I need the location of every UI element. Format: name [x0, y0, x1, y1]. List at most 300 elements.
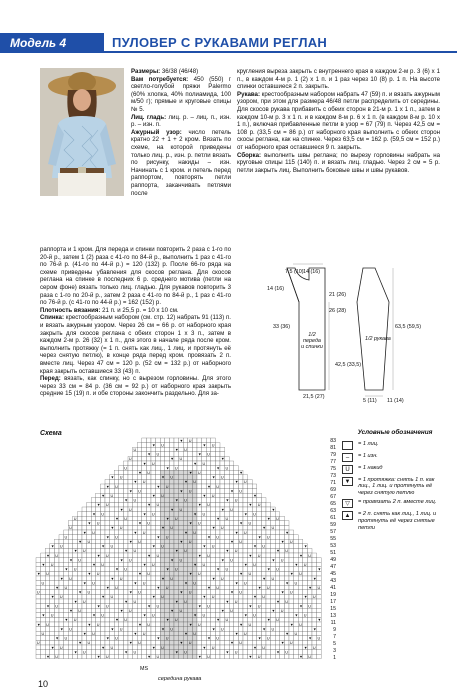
chart-cell: [289, 613, 294, 618]
chart-cell: [188, 544, 193, 549]
chart-cell: [261, 567, 266, 572]
chart-cell: [211, 617, 216, 622]
chart-cell: [202, 521, 207, 526]
chart-cell: [183, 484, 188, 489]
chart-cell: [257, 539, 262, 544]
chart-cell: [298, 640, 303, 645]
chart-cell: [275, 581, 280, 586]
chart-cell: [271, 640, 276, 645]
chart-symbol: U: [197, 521, 201, 526]
chart-cell: [192, 627, 197, 632]
chart-cell: [266, 604, 271, 609]
chart-cell: [298, 567, 303, 572]
chart-cell: [261, 613, 266, 618]
chart-cell: [261, 571, 266, 576]
chart-cell: [243, 571, 248, 576]
chart-cell: [234, 539, 239, 544]
chart-cell: [165, 613, 170, 618]
chart-cell: [73, 558, 78, 563]
chart-cell: [110, 535, 115, 540]
chart-cell: [146, 443, 151, 448]
chart-cell: [202, 567, 207, 572]
chart-cell: [280, 530, 285, 535]
chart-cell: [312, 640, 317, 645]
chart-cell: [248, 548, 253, 553]
chart-cell: [160, 507, 165, 512]
chart-cell: [114, 594, 119, 599]
chart-cell: [257, 516, 262, 521]
chart-cell: [119, 650, 124, 655]
chart-symbol: ▼: [253, 544, 257, 549]
chart-cell: [160, 466, 165, 471]
chart-cell: [151, 558, 156, 563]
chart-cell: [165, 576, 170, 581]
row-number: 57: [330, 529, 336, 535]
chart-cell: [215, 604, 220, 609]
chart-symbol: ▼: [294, 563, 299, 567]
chart-cell: [307, 590, 312, 595]
chart-cell: [169, 516, 174, 521]
chart-cell: [294, 571, 299, 576]
chart-symbol: ▼: [82, 632, 87, 636]
chart-cell: [197, 548, 202, 553]
chart-cell: [234, 636, 239, 641]
chart-cell: [183, 604, 188, 609]
chart-symbol: ▼: [69, 609, 73, 613]
chart-cell: [128, 604, 133, 609]
chart-cell: [50, 654, 55, 659]
chart-symbol: U: [317, 586, 321, 590]
chart-cell: [156, 590, 161, 595]
chart-cell: [284, 627, 289, 632]
chart-cell: [59, 539, 64, 544]
chart-cell: [156, 562, 161, 567]
chart-cell: [87, 631, 92, 636]
chart-cell: [169, 502, 174, 507]
chart-cell: [160, 617, 165, 622]
chart-cell: [275, 535, 280, 540]
chart-cell: [91, 576, 96, 581]
chart-symbol: U: [211, 443, 215, 448]
chart-symbol: ▼: [161, 475, 165, 480]
chart-cell: [284, 617, 289, 622]
chart-cell: [174, 590, 179, 595]
chart-cell: [211, 585, 216, 590]
chart-cell: [174, 636, 179, 641]
chart-symbol: ▼: [110, 627, 115, 632]
chart-cell: [261, 585, 266, 590]
chart-cell: [229, 617, 234, 622]
chart-symbol: U: [317, 636, 321, 641]
chart-symbol: U: [147, 471, 151, 475]
chart-cell: [280, 516, 285, 521]
chart-cell: [238, 576, 243, 581]
chart-cell: [59, 622, 64, 627]
chart-cell: [225, 493, 230, 498]
chart-cell: [82, 590, 87, 595]
chart-symbol: ▼: [303, 544, 308, 549]
chart-cell: [137, 461, 142, 466]
text-column-left-top: [131, 68, 231, 246]
chart-cell: [192, 452, 197, 457]
row-number: 59: [330, 522, 336, 528]
chart-cell: [188, 631, 193, 636]
chart-cell: [68, 604, 73, 609]
chart-cell: [41, 567, 46, 572]
chart-cell: [206, 650, 211, 655]
chart-cell: [156, 576, 161, 581]
chart-cell: [243, 599, 248, 604]
chart-cell: [169, 599, 174, 604]
chart-cell: [45, 585, 50, 590]
text-para: раппорта и 1 кром. Для переда и спинки повторить 2 раза с 1-го по 20-й р., затем 1 (2) раза с 41-го по 84-й р., выполнить 1 раз с 41-го по 76-й р. (41-го по 44-й р.) = 120 (132) р. После 66-го ряда на схеме приведены убавления для скосов реглана. Для скосов реглана на спинке в последних 6 р. среднего мотива (петли на сером фоне) вязать только лиц. гладью. Для рукавов повторить 3 раза с 1-го по 20-й р., затем 2 раза с 41-го по 84-й р., 1 раз с 41-го по 76-й р. (с 41-го по 44-й р.) = 162 (152) р.: [40, 246, 231, 307]
chart-cell: [87, 576, 92, 581]
chart-cell: [252, 590, 257, 595]
chart-symbol: U: [276, 618, 279, 623]
chart-cell: [133, 590, 138, 595]
chart-symbol: U: [128, 457, 132, 462]
chart-cell: [169, 581, 174, 586]
chart-cell: [211, 498, 216, 503]
chart-symbol: U: [211, 544, 215, 549]
chart-cell: [252, 604, 257, 609]
legend-text: = 1 протяжка: снять 1 п. как лиц., 1 лиц. и протянуть её через снятую петлю: [358, 476, 435, 496]
chart-cell: [165, 548, 170, 553]
row-number: 69: [330, 487, 336, 493]
chart-symbol: U: [78, 558, 82, 563]
chart-symbol: ▼: [151, 645, 156, 650]
chart-cell: [261, 512, 266, 517]
chart-cell: [211, 447, 216, 452]
chart-cell: [238, 558, 243, 563]
chart-cell: [183, 456, 188, 461]
chart-cell: [160, 489, 165, 494]
chart-cell: [257, 530, 262, 535]
page-header: [0, 33, 457, 53]
chart-cell: [59, 613, 64, 618]
row-number: 47: [330, 564, 336, 570]
chart-cell: [252, 484, 257, 489]
chart-cell: [183, 567, 188, 572]
chart-cell: [41, 622, 46, 627]
chart-cell: [289, 576, 294, 581]
chart-symbol: ▼: [50, 645, 55, 650]
chart-symbol: U: [101, 563, 105, 567]
chart-cell: [206, 443, 211, 448]
chart-cell: [91, 558, 96, 563]
chart-cell: [77, 650, 82, 655]
chart-symbol: ▼: [115, 567, 119, 572]
chart-cell: [165, 590, 170, 595]
chart-cell: [220, 452, 225, 457]
chart-cell: [160, 535, 165, 540]
chart-cell: [243, 590, 248, 595]
chart-cell: [261, 608, 266, 613]
chart-cell: [82, 645, 87, 650]
chart-cell: [156, 479, 161, 484]
chart-cell: [87, 507, 92, 512]
chart-symbol: U: [188, 641, 192, 646]
chart-symbol: U: [138, 590, 141, 595]
chart-cell: [54, 576, 59, 581]
chart-cell: [142, 525, 147, 530]
chart-symbol: ▼: [253, 595, 257, 600]
chart-cell: [64, 613, 69, 618]
chart-cell: [54, 567, 59, 572]
chart-cell: [133, 507, 138, 512]
chart-cell: [211, 613, 216, 618]
chart-cell: [289, 535, 294, 540]
chart-cell: [41, 608, 46, 613]
chart-cell: [229, 604, 234, 609]
chart-cell: [220, 567, 225, 572]
chart-cell: [146, 525, 151, 530]
chart-cell: [110, 585, 115, 590]
chart-cell: [165, 558, 170, 563]
chart-symbol: ▼: [142, 461, 147, 466]
chart-cell: [77, 525, 82, 530]
chart-symbol: ▼: [202, 494, 207, 498]
chart-cell: [225, 622, 230, 627]
chart-cell: [294, 576, 299, 581]
chart-cell: [100, 631, 105, 636]
chart-cell: [73, 521, 78, 526]
chart-cell: [234, 590, 239, 595]
chart-cell: [197, 590, 202, 595]
chart-symbol: U: [312, 645, 316, 650]
chart-cell: [234, 489, 239, 494]
chart-cell: [211, 567, 216, 572]
row-number: 3: [333, 648, 336, 654]
chart-cell: [197, 525, 202, 530]
chart-cell: [119, 539, 124, 544]
chart-cell: [197, 576, 202, 581]
chart-symbol: U: [225, 567, 229, 572]
chart-cell: [294, 636, 299, 641]
chart-cell: [87, 581, 92, 586]
chart-symbol: U: [156, 604, 160, 609]
chart-symbol: U: [156, 553, 160, 558]
row-number: 73: [330, 473, 336, 479]
chart-cell: [137, 562, 142, 567]
chart-cell: [174, 544, 179, 549]
chart-cell: [137, 654, 142, 659]
chart-cell: [225, 604, 230, 609]
chart-cell: [160, 608, 165, 613]
chart-cell: [54, 627, 59, 632]
chart-cell: [206, 622, 211, 627]
chart-cell: [289, 562, 294, 567]
chart-cell: [252, 535, 257, 540]
chart-cell: [234, 604, 239, 609]
chart-cell: [215, 631, 220, 636]
dim-label: 21,5 (27): [303, 394, 325, 400]
chart-cell: [119, 562, 124, 567]
chart-symbol: U: [124, 466, 128, 471]
chart-symbol: U: [170, 576, 174, 581]
chart-cell: [119, 599, 124, 604]
chart-cell: [266, 608, 271, 613]
chart-cell: [266, 507, 271, 512]
chart-cell: [229, 475, 234, 480]
chart-cell: [220, 631, 225, 636]
chart-cell: [243, 539, 248, 544]
chart-cell: [206, 645, 211, 650]
chart-cell: [234, 558, 239, 563]
chart-cell: [179, 562, 184, 567]
chart-cell: [160, 502, 165, 507]
chart-cell: [151, 548, 156, 553]
chart-symbol: U: [262, 544, 266, 549]
chart-cell: [151, 654, 156, 659]
chart-cell: [192, 535, 197, 540]
chart-cell: [54, 581, 59, 586]
chart-cell: [243, 627, 248, 632]
chart-cell: [252, 553, 257, 558]
chart-symbol: ▼: [317, 618, 322, 623]
dim-label: 14 (16): [303, 269, 321, 275]
legend: [342, 430, 448, 534]
chart-symbol: U: [262, 645, 266, 650]
chart-cell: [206, 447, 211, 452]
chart-cell: [73, 631, 78, 636]
chart-cell: [156, 525, 161, 530]
chart-cell: [238, 544, 243, 549]
chart-cell: [312, 567, 317, 572]
chart-cell: [165, 502, 170, 507]
chart-cell: [123, 562, 128, 567]
chart-cell: [206, 498, 211, 503]
chart-cell: [87, 604, 92, 609]
chart-symbol: U: [96, 521, 100, 526]
chart-cell: [183, 576, 188, 581]
chart-cell: [36, 654, 41, 659]
chart-cell: [211, 599, 216, 604]
chart-cell: [298, 558, 303, 563]
chart-symbol: ▼: [165, 567, 170, 572]
chart-cell: [169, 636, 174, 641]
chart-cell: [248, 581, 253, 586]
chart-cell: [206, 521, 211, 526]
chart-cell: [225, 539, 230, 544]
chart-cell: [45, 645, 50, 650]
chart-cell: [133, 512, 138, 517]
chart-symbol: ▼: [119, 507, 124, 512]
chart-cell: [41, 604, 46, 609]
chart-cell: [266, 613, 271, 618]
chart-symbol: U: [151, 512, 155, 517]
chart-cell: [202, 604, 207, 609]
chart-cell: [192, 576, 197, 581]
chart-cell: [206, 613, 211, 618]
chart-symbol: ▼: [220, 457, 225, 462]
chart-cell: [169, 498, 174, 503]
chart-cell: [275, 558, 280, 563]
chart-cell: [275, 604, 280, 609]
chart-cell: [289, 581, 294, 586]
chart-symbol: ▼: [170, 558, 175, 563]
chart-cell: [96, 581, 101, 586]
chart-symbol: U: [124, 567, 128, 572]
chart-cell: [91, 535, 96, 540]
chart-cell: [179, 452, 184, 457]
chart-cell: [50, 576, 55, 581]
chart-cell: [123, 594, 128, 599]
chart-symbol: ▼: [234, 480, 239, 485]
chart-cell: [202, 654, 207, 659]
chart-cell: [294, 590, 299, 595]
chart-cell: [100, 576, 105, 581]
chart-cell: [128, 535, 133, 540]
chart-cell: [133, 525, 138, 530]
chart-cell: [123, 479, 128, 484]
chart-cell: [119, 590, 124, 595]
chart-cell: [68, 571, 73, 576]
chart-cell: [229, 567, 234, 572]
chart-symbol: U: [174, 466, 178, 471]
dim-label: 14 (16): [267, 286, 285, 292]
chart-cell: [188, 558, 193, 563]
chart-cell: [77, 594, 82, 599]
chart-symbol: U: [248, 521, 252, 526]
chart-cell: [133, 521, 138, 526]
chart-symbol: ▼: [216, 618, 221, 623]
chart-cell: [91, 544, 96, 549]
chart-symbol: U: [184, 599, 187, 604]
chart-cell: [165, 512, 170, 517]
chart-symbol: ▼: [257, 586, 262, 590]
chart-cell: [215, 530, 220, 535]
chart-cell: [100, 484, 105, 489]
chart-symbol: ▼: [174, 599, 179, 604]
chart-cell: [271, 636, 276, 641]
chart-cell: [248, 640, 253, 645]
chart-cell: [303, 599, 308, 604]
chart-cell: [294, 608, 299, 613]
chart-cell: [146, 466, 151, 471]
chart-cell: [151, 631, 156, 636]
chart-cell: [156, 594, 161, 599]
chart-cell: [275, 645, 280, 650]
chart-cell: [202, 608, 207, 613]
chart-cell: [284, 604, 289, 609]
chart-cell: [220, 654, 225, 659]
chart-symbol: U: [266, 636, 270, 641]
chart-cell: [133, 502, 138, 507]
chart-cell: [151, 438, 156, 443]
chart-cell: [257, 640, 262, 645]
chart-cell: [192, 585, 197, 590]
chart-cell: [169, 544, 174, 549]
chart-cell: [192, 548, 197, 553]
chart-cell: [77, 567, 82, 572]
chart-cell: [151, 590, 156, 595]
chart-cell: [298, 544, 303, 549]
chart-cell: [77, 530, 82, 535]
chart-cell: [142, 498, 147, 503]
chart-cell: [123, 521, 128, 526]
chart-cell: [215, 502, 220, 507]
chart-cell: [82, 516, 87, 521]
chart-cell: [133, 470, 138, 475]
chart-cell: [54, 617, 59, 622]
chart-cell: [257, 608, 262, 613]
chart-cell: [220, 447, 225, 452]
chart-cell: [280, 553, 285, 558]
chart-cell: [192, 558, 197, 563]
chart-symbol: U: [225, 517, 229, 521]
chart-cell: [202, 585, 207, 590]
